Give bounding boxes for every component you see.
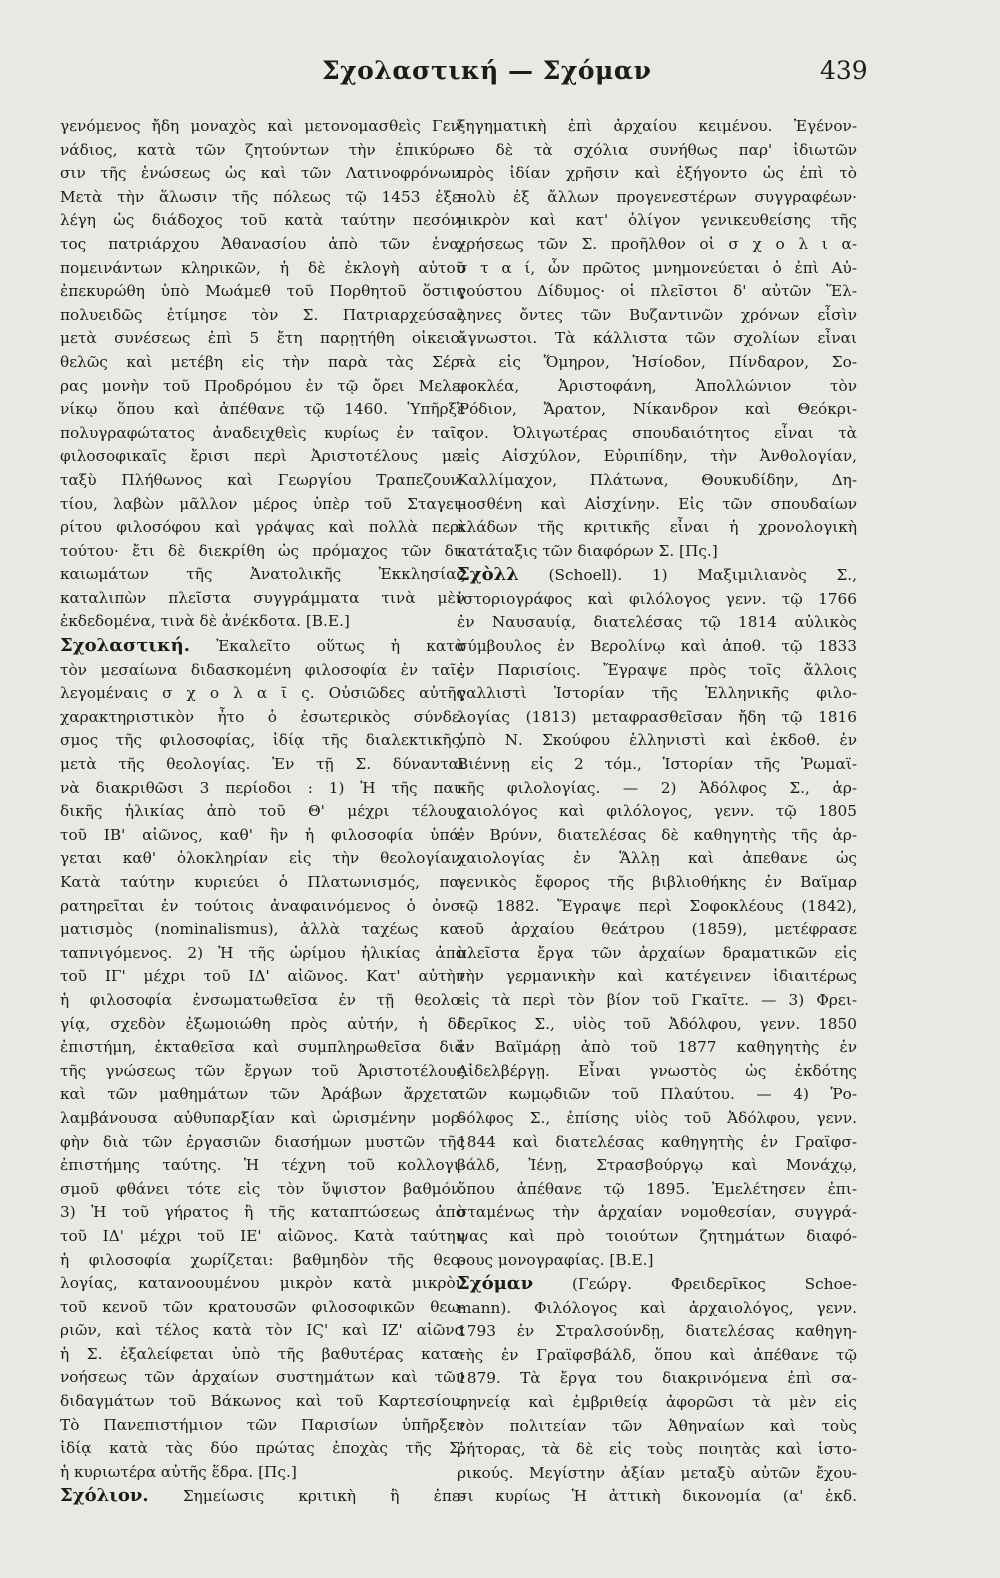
line-text: φοκλέα, Ἀριστοφάνη, Ἀπολλώνιον τὸν (457, 376, 857, 395)
text-line (457, 895, 857, 919)
line-text: τοῦ ΙΔ' μέχρι τοῦ ΙΕ' αἰῶνος. Κατὰ ταύτην (60, 1226, 465, 1245)
text-line (60, 280, 465, 304)
text-line (457, 989, 857, 1013)
line-text: διδαγμάτων τοῦ Βάκωνος καὶ τοῦ Καρτεσίου. (60, 1392, 465, 1411)
line-text: ἡ Σ. ἐξαλείφεται ὑπὸ τῆς βαθυτέρας κατα- (60, 1344, 465, 1363)
line-text: σύμβουλος ἐν Βερολίνῳ καὶ ἀποθ. τῷ 1833 (457, 637, 857, 656)
line-text: χαιολογίας ἐν Ἅλλῃ καὶ ἀπεθανε ὡς (457, 849, 857, 868)
entry-heading-line (60, 634, 465, 659)
text-line (457, 1107, 857, 1131)
line-text: γαλλιστὶ Ἱστορίαν τῆς Ἑλληνικῆς φιλο- (457, 684, 857, 703)
line-text: ἱστοριογράφος καὶ φιλόλογος γενν. τῷ 1766 (457, 589, 857, 608)
line-text: σιν τῆς ἑνώσεως ὡς καὶ τῶν Λατινοφρόνων. (60, 164, 465, 183)
text-line (60, 540, 465, 564)
line-text: Αἰδελβέργῃ. Εἶναι γνωστὸς ὡς ἐκδότης (457, 1061, 857, 1080)
line-text: νοήσεως τῶν ἀρχαίων συστημάτων καὶ τῶν (60, 1368, 465, 1387)
line-text: εἰς τὰ περὶ τὸν βίον τοῦ Γκαῖτε. — 3) Φρει- (457, 990, 857, 1009)
text-line (457, 1201, 857, 1225)
line-text: θελῶς καὶ μετέβη εἰς τὴν παρὰ τὰς Σέρ- (60, 352, 465, 371)
text-line (457, 1438, 857, 1462)
text-line (457, 682, 857, 706)
line-text: κατάταξις τῶν διαφόρων Σ. [Πς.] (457, 541, 718, 560)
text-line (60, 871, 465, 895)
line-text: φηνείᾳ καὶ ἐμβριθείᾳ ἀφορῶσι τὰ μὲν εἰς (457, 1393, 857, 1412)
line-text: τὴς ἐν Γραϊφσβάλδ, ὅπου καὶ ἀπέθανε τῷ (457, 1345, 857, 1364)
text-line (457, 1462, 857, 1486)
text-line (60, 1319, 465, 1343)
text-line (457, 1083, 857, 1107)
line-text: δικῆς ἡλικίας ἀπὸ τοῦ Θ' μέχρι τέλους (60, 802, 465, 821)
text-line (60, 1249, 465, 1273)
text-line (457, 257, 857, 281)
text-line (60, 1296, 465, 1320)
text-line (60, 162, 465, 186)
line-text: τον. Ὀλιγωτέρας σπουδαιότητος εἶναι τὰ (457, 423, 857, 442)
text-line (60, 753, 465, 777)
line-text: πολυειδῶς ἐτίμησε τὸν Σ. Πατριαρχεύσας (60, 305, 465, 324)
line-text: χρήσεως τῶν Σ. προῆλθον οἱ σ χ ο λ ι α- (457, 234, 857, 253)
text-line (60, 659, 465, 683)
line-text: ληνες ὄντες τῶν Βυζαντινῶν χρόνων εἶσὶν (457, 305, 857, 324)
right-column (457, 115, 857, 1509)
line-text: σταμένως τὴν ἀρχαίαν νομοθεσίαν, συγγρά- (457, 1203, 857, 1222)
text-line (457, 918, 857, 942)
text-line (60, 115, 465, 139)
line-text: ῥήτορας, τὰ δὲ εἰς τοὺς ποιητὰς καὶ ἱστο- (457, 1440, 857, 1459)
line-text: ὑπὸ Ν. Σκούφου ἑλληνιστὶ καὶ ἐκδοθ. ἐν (457, 731, 857, 750)
text-line (60, 1036, 465, 1060)
text-line (457, 139, 857, 163)
text-line (457, 588, 857, 612)
line-text: νάδιος, κατὰ τῶν ζητούντων τὴν ἐπικύρω- (60, 140, 465, 159)
line-text: εἰς Αἰσχύλον, Εὐριπίδην, τὴν Ἀνθολογίαν, (457, 447, 857, 466)
line-text: ὅπου ἀπέθανε τῷ 1895. Ἐμελέτησεν ἐπι- (457, 1179, 857, 1198)
line-text: ἡ φιλοσοφία χωρίζεται: βαθμηδὸν τῆς θεο- (60, 1250, 465, 1269)
line-text: ριῶν, καὶ τέλος κατὰ τὸν ΙϚ' καὶ ΙΖ' αἰῶνα (60, 1321, 465, 1340)
line-text: πολυγραφώτατος ἀναδειχθεὶς κυρίως ἐν ταῖς (60, 423, 465, 442)
text-line (457, 398, 857, 422)
text-line (457, 1225, 857, 1249)
text-line (60, 1366, 465, 1390)
text-line (457, 1013, 857, 1037)
line-text: 1879. Τὰ ἔργα του διακρινόμενα ἐπὶ σα- (457, 1369, 857, 1388)
line-text: ρατηρεῖται ἐν τούτοις ἀναφαινόμενος ὁ ὀνο- (60, 896, 465, 915)
line-text: ἐν Ναυσαυίᾳ, διατελέσας τῷ 1814 αὐλικὸς (457, 613, 857, 632)
line-text: ρικούς. Μεγίστην ἀξίαν μεταξὺ αὐτῶν ἔχου- (457, 1463, 857, 1482)
text-line (457, 611, 857, 635)
line-text: το δὲ τὰ σχόλια συνήθως παρ' ἰδιωτῶν (457, 140, 857, 159)
line-text: λέγη ὡς διάδοχος τοῦ κατὰ ταύτην πεσόν- (60, 211, 465, 230)
text-line (457, 635, 857, 659)
line-text: Κατὰ ταύτην κυριεύει ὁ Πλατωνισμός, πα- (60, 873, 465, 891)
text-line (457, 847, 857, 871)
line-text: τὸν μεσαίωνα διδασκομένη φιλοσοφία ἐν ταῖς (60, 660, 465, 679)
text-line (60, 1107, 465, 1131)
line-text: ἐπιστήμης ταύτης. Ἡ τέχνη τοῦ κολλογι- (60, 1156, 465, 1175)
line-text: τούτου· ἔτι δὲ διεκρίθη ὡς πρόμαχος τῶν δι- (60, 541, 465, 560)
text-line (457, 824, 857, 848)
text-line (457, 1297, 857, 1321)
text-line (60, 1414, 465, 1438)
line-text: ἐπεκυρώθη ὑπὸ Μωάμεθ τοῦ Πορθητοῦ ὅστις (60, 282, 465, 301)
line-text: κλάδων τῆς κριτικῆς εἶναι ἡ χρονολογικὴ (457, 518, 857, 537)
line-text: ἐν Βρύνν, διατελέσας δὲ καθηγητὴς τῆς ἀρ- (457, 825, 857, 844)
text-line (60, 257, 465, 281)
line-text: (Γεώργ. Φρειδερῖκος Schoe- (533, 1275, 857, 1294)
text-line (60, 824, 465, 848)
entry-lemma: Σχόλιον. (60, 1485, 149, 1507)
line-text: ρίτου φιλοσόφου καὶ γράψας καὶ πολλὰ περὶ (60, 518, 465, 537)
text-line (60, 965, 465, 989)
line-text: γενόμενος ἤδη μοναχὸς καὶ μετονομασθεὶς Γεν- (60, 117, 465, 135)
line-text: μικρὸν καὶ κατ' ὀλίγον γενικευθείσης τῆς (457, 211, 857, 230)
line-text: καιωμάτων τῆς Ἀνατολικῆς Ἐκκλησίας (60, 565, 465, 584)
text-line (457, 1485, 857, 1509)
line-text: ἄγνωστοι. Τὰ κάλλιστα τῶν σχολίων εἶναι (457, 329, 857, 348)
line-text: μετὰ τῆς θεολογίας. Ἐν τῇ Σ. δύνανται (60, 755, 465, 774)
text-line (60, 327, 465, 351)
text-line (457, 280, 857, 304)
line-text: σμοῦ φθάνει τότε εἰς τὸν ὕψιστον βαθμόν. (60, 1179, 465, 1198)
text-line (60, 351, 465, 375)
running-title: Σχολαστική — Σχόμαν (322, 56, 652, 85)
line-text: σμος τῆς φιλοσοφίας, ἰδίᾳ τῆς διαλεκτικῆς, (60, 731, 465, 750)
line-text: 1844 καὶ διατελέσας καθηγητὴς ἐν Γραϊφσ- (457, 1132, 857, 1151)
line-text: ἐν Βαϊμάρῃ ἀπὸ τοῦ 1877 καθηγητὴς ἐν (457, 1038, 857, 1057)
line-text: σι κυρίως Ἡ ἀττικὴ δικονομία (α' ἐκδ. (457, 1487, 857, 1506)
text-line (60, 942, 465, 966)
line-text: νὰ διακριθῶσι 3 περίοδοι : 1) Ἡ τῆς παι- (60, 778, 465, 797)
text-line (60, 918, 465, 942)
text-line (60, 445, 465, 469)
text-line (60, 493, 465, 517)
line-text: ματισμὸς (nominalismus), ἀλλὰ ταχέως κα- (60, 920, 465, 939)
line-text: τῆς γνώσεως τῶν ἔργων τοῦ Ἀριστοτέλους (60, 1061, 465, 1080)
line-text: Τὸ Πανεπιστήμιον τῶν Παρισίων ὑπῆρξεν (60, 1415, 465, 1434)
text-line (60, 1390, 465, 1414)
text-line (457, 871, 857, 895)
text-line (60, 1013, 465, 1037)
text-line (457, 445, 857, 469)
line-text: ξηγηματικὴ ἐπὶ ἀρχαίου κειμένου. Ἐγένον- (457, 117, 857, 135)
line-text: Ῥόδιον, Ἄρατον, Νίκανδρον καὶ Θεόκρι- (457, 400, 857, 419)
text-line (60, 1201, 465, 1225)
text-line (457, 162, 857, 186)
line-text: Βιέννῃ εἰς 2 τόμ., Ἱστορίαν τῆς Ῥωμαϊ- (457, 755, 857, 774)
line-text: τὸν πολιτείαν τῶν Ἀθηναίων καὶ τοὺς (457, 1416, 857, 1435)
text-line (457, 1060, 857, 1084)
text-line (457, 706, 857, 730)
line-text: τοῦ ΙΓ' μέχρι τοῦ ΙΔ' αἰῶνος. Κατ' αὐτὴν (60, 967, 465, 986)
text-line (457, 1178, 857, 1202)
line-text: Μετὰ τὴν ἅλωσιν τῆς πόλεως τῷ 1453 ἐξε- (60, 187, 465, 206)
line-text: πολὺ ἐξ ἄλλων προγενεστέρων συγγραφέων· (457, 187, 857, 206)
entry-lemma: Σχόμαν (457, 1273, 534, 1295)
text-line (457, 1391, 857, 1415)
text-line (60, 847, 465, 871)
text-line (60, 422, 465, 446)
entry-heading-line (457, 1272, 857, 1297)
text-line (457, 209, 857, 233)
text-line (60, 706, 465, 730)
line-text: πλεῖστα ἔργα τῶν ἀρχαίων δραματικῶν εἰς (457, 943, 857, 962)
text-line (457, 1367, 857, 1391)
line-text: ταξὺ Πλήθωνος καὶ Γεωργίου Τραπεζουν- (60, 470, 465, 489)
text-line (60, 1461, 465, 1485)
page-number: 439 (820, 56, 868, 85)
line-text: Καλλίμαχον, Πλάτωνα, Θουκυδίδην, Δη- (457, 470, 857, 489)
text-line (60, 895, 465, 919)
text-line (60, 1437, 465, 1461)
text-line (457, 1249, 857, 1273)
line-text: ἡ κυριωτέρα αὐτῆς ἕδρα. [Πς.] (60, 1462, 297, 1481)
line-text: γεται καθ' ὁλοκληρίαν εἰς τὴν θεολογίαν. (60, 849, 465, 868)
line-text: πομεινάντων κληρικῶν, ἡ δὲ ἐκλογὴ αὐτοῦ (60, 258, 465, 277)
text-line (457, 375, 857, 399)
line-text: ἡ φιλοσοφία ἐνσωματωθεῖσα ἐν τῇ θεολο- (60, 990, 465, 1009)
line-text: καταλιπὼν πλεῖστα συγγράμματα τινὰ μὲν (60, 588, 465, 607)
line-text: τὰ εἰς Ὅμηρον, Ἡσίοδον, Πίνδαρον, Σο- (457, 352, 857, 371)
line-text: τῶν κωμῳδιῶν τοῦ Πλαύτου. — 4) Ῥο- (457, 1085, 857, 1104)
text-line (60, 1060, 465, 1084)
line-text: χαρακτηριστικὸν ἦτο ὁ ἐσωτερικὸς σύνδε- (60, 707, 465, 726)
line-text: 3) Ἡ τοῦ γήρατος ἢ τῆς καταπτώσεως ἀπὸ (60, 1203, 465, 1222)
entry-lemma: Σχὸλλ (457, 564, 519, 586)
text-line (60, 1154, 465, 1178)
text-line (457, 659, 857, 683)
text-line (457, 493, 857, 517)
text-line (457, 516, 857, 540)
line-text: (Schoell). 1) Μαξιμιλιανὸς Σ., (518, 566, 857, 585)
line-text: ρους μονογραφίας. [Β.Ε.] (457, 1250, 654, 1269)
line-text: τοῦ ἀρχαίου θεάτρου (1859), μετέφρασε (457, 920, 857, 939)
text-line (457, 800, 857, 824)
line-text: ἐκδεδομένα, τινὰ δὲ ἀνέκδοτα. [Β.Ε.] (60, 612, 350, 631)
line-text: χαιολόγος καὶ φιλόλογος, γενν. τῷ 1805 (457, 802, 857, 821)
text-line (60, 139, 465, 163)
text-line (60, 1178, 465, 1202)
text-line (60, 682, 465, 706)
line-text: γίᾳ, σχεδὸν ἐξωμοιώθη πρὸς αὐτήν, ἡ δὲ (60, 1014, 465, 1033)
line-text: βάλδ, Ἰένῃ, Στρασβούργῳ καὶ Μονάχῳ, (457, 1156, 857, 1175)
line-text: ταπνιγόμενος. 2) Ἡ τῆς ὡρίμου ἡλικίας ἀπὸ (60, 943, 465, 962)
text-line (60, 1272, 465, 1296)
text-line (457, 186, 857, 210)
text-line (60, 1083, 465, 1107)
text-line (457, 1036, 857, 1060)
text-line (457, 327, 857, 351)
entry-heading-line (60, 1484, 465, 1509)
text-line (457, 1154, 857, 1178)
line-text: πρὸς ἰδίαν χρῆσιν καὶ ἐξήγοντο ὡς ἐπὶ τὸ (457, 164, 857, 183)
line-text: νίκῳ ὅπου καὶ ἀπέθανε τῷ 1460. Ὑπῆρξε (60, 400, 465, 419)
text-line (457, 422, 857, 446)
text-line (457, 1320, 857, 1344)
line-text: τίου, λαβὼν μᾶλλον μέρος ὑπὲρ τοῦ Σταγει- (60, 494, 465, 513)
line-text: σ τ α ί, ὧν πρῶτος μνημονεύεται ὁ ἐπὶ Αὐ- (457, 258, 857, 277)
line-text: καὶ τῶν μαθημάτων τῶν Ἀράβων ἄρχεται (60, 1085, 465, 1104)
line-text: mann). Φιλόλογος καὶ ἀρχαιολόγος, γενν. (457, 1298, 857, 1317)
line-text: φιλοσοφικαῖς ἔρισι περὶ Ἀριστοτέλους με- (60, 447, 465, 466)
line-text: ρας μονὴν τοῦ Προδρόμου ἐν τῷ ὄρει Μελε- (60, 376, 465, 395)
running-head (0, 56, 1000, 96)
text-line (60, 587, 465, 611)
line-text: μετὰ συνέσεως ἐπὶ 5 ἔτη παρῃτήθη οἰκειο- (60, 329, 465, 348)
text-line (457, 469, 857, 493)
line-text: ἐν Παρισίοις. Ἔγραψε πρὸς τοῖς ἄλλοις (457, 660, 857, 679)
line-text: ψας καὶ πρὸ τοιούτων ζητημάτων διαφό- (457, 1226, 857, 1245)
line-text: τοῦ κενοῦ τῶν κρατουσῶν φιλοσοφικῶν θεω- (60, 1297, 465, 1316)
line-text: μοσθένη καὶ Αἰσχίνην. Εἰς τῶν σπουδαίων (457, 494, 857, 513)
text-line (457, 1131, 857, 1155)
line-text: λογίας, κατανοουμένου μικρὸν κατὰ μικρὸν (60, 1274, 465, 1293)
entry-heading-line (457, 563, 857, 588)
text-line (60, 516, 465, 540)
text-line (60, 233, 465, 257)
text-line (60, 1225, 465, 1249)
line-text: τος πατριάρχου Ἀθανασίου ἀπὸ τῶν ἐνα- (60, 234, 465, 253)
line-text: λεγομέναις σ χ ο λ α ῖ ς. Οὐσιῶδες αὐτῆς (60, 684, 465, 703)
line-text: κῆς φιλολογίας. — 2) Ἀδόλφος Σ., ἀρ- (457, 778, 857, 797)
text-line (457, 777, 857, 801)
line-text: ἐπιστήμη, ἐκταθεῖσα καὶ συμπληρωθεῖσα διὰ (60, 1038, 465, 1057)
line-text: δερῖκος Σ., υἱὸς τοῦ Ἀδόλφου, γενν. 1850 (457, 1014, 857, 1033)
text-line (457, 729, 857, 753)
line-text: Ἐκαλεῖτο οὕτως ἡ κατὰ (189, 637, 465, 656)
text-line (60, 610, 465, 634)
text-line (457, 233, 857, 257)
text-line (457, 304, 857, 328)
text-line (457, 753, 857, 777)
line-text: γενικὸς ἔφορος τῆς βιβλιοθήκης ἐν Βαϊμαρ (457, 873, 857, 891)
line-text: τῷ 1882. Ἔγραψε περὶ Σοφοκλέους (1842), (457, 896, 857, 915)
text-line (60, 209, 465, 233)
entry-lemma: Σχολαστική. (60, 635, 190, 657)
text-line (60, 989, 465, 1013)
text-line (60, 1131, 465, 1155)
line-text: τὴν γερμανικὴν καὶ κατέγεινεν ἰδιαιτέρως (457, 967, 857, 986)
line-text: δόλφος Σ., ἐπίσης υἱὸς τοῦ Ἀδόλφου, γενν. (457, 1108, 857, 1127)
line-text: γούστου Δίδυμος· οἱ πλεῖστοι δ' αὐτῶν Ἕλ- (457, 282, 857, 301)
text-line (60, 563, 465, 587)
text-line (457, 115, 857, 139)
text-line (60, 398, 465, 422)
text-line (60, 729, 465, 753)
line-text: ἰδίᾳ κατὰ τὰς δύο πρώτας ἐποχὰς τῆς Σ. (60, 1439, 465, 1458)
line-text: λογίας (1813) μεταφρασθεῖσαν ἤδη τῷ 1816 (457, 707, 857, 726)
text-line (60, 800, 465, 824)
text-line (60, 375, 465, 399)
text-line (457, 942, 857, 966)
text-line (457, 965, 857, 989)
text-line (60, 777, 465, 801)
left-column (60, 115, 465, 1509)
text-line (60, 304, 465, 328)
text-line (457, 540, 857, 564)
text-line (60, 1343, 465, 1367)
text-line (60, 469, 465, 493)
text-line (60, 186, 465, 210)
line-text: φὴν διὰ τῶν ἐργασιῶν διασήμων μυστῶν τῆς (60, 1132, 465, 1151)
text-line (457, 1415, 857, 1439)
text-line (457, 1344, 857, 1368)
line-text: 1793 ἐν Στραλσούνδῃ, διατελέσας καθηγη- (457, 1322, 857, 1341)
text-line (457, 351, 857, 375)
line-text: τοῦ ΙΒ' αἰῶνος, καθ' ἣν ἡ φιλοσοφία ὑπά- (60, 825, 465, 844)
line-text: λαμβάνουσα αὐθυπαρξίαν καὶ ὡρισμένην μορ- (60, 1108, 465, 1127)
line-text: Σημείωσις κριτικὴ ἢ ἐπε- (148, 1487, 465, 1506)
